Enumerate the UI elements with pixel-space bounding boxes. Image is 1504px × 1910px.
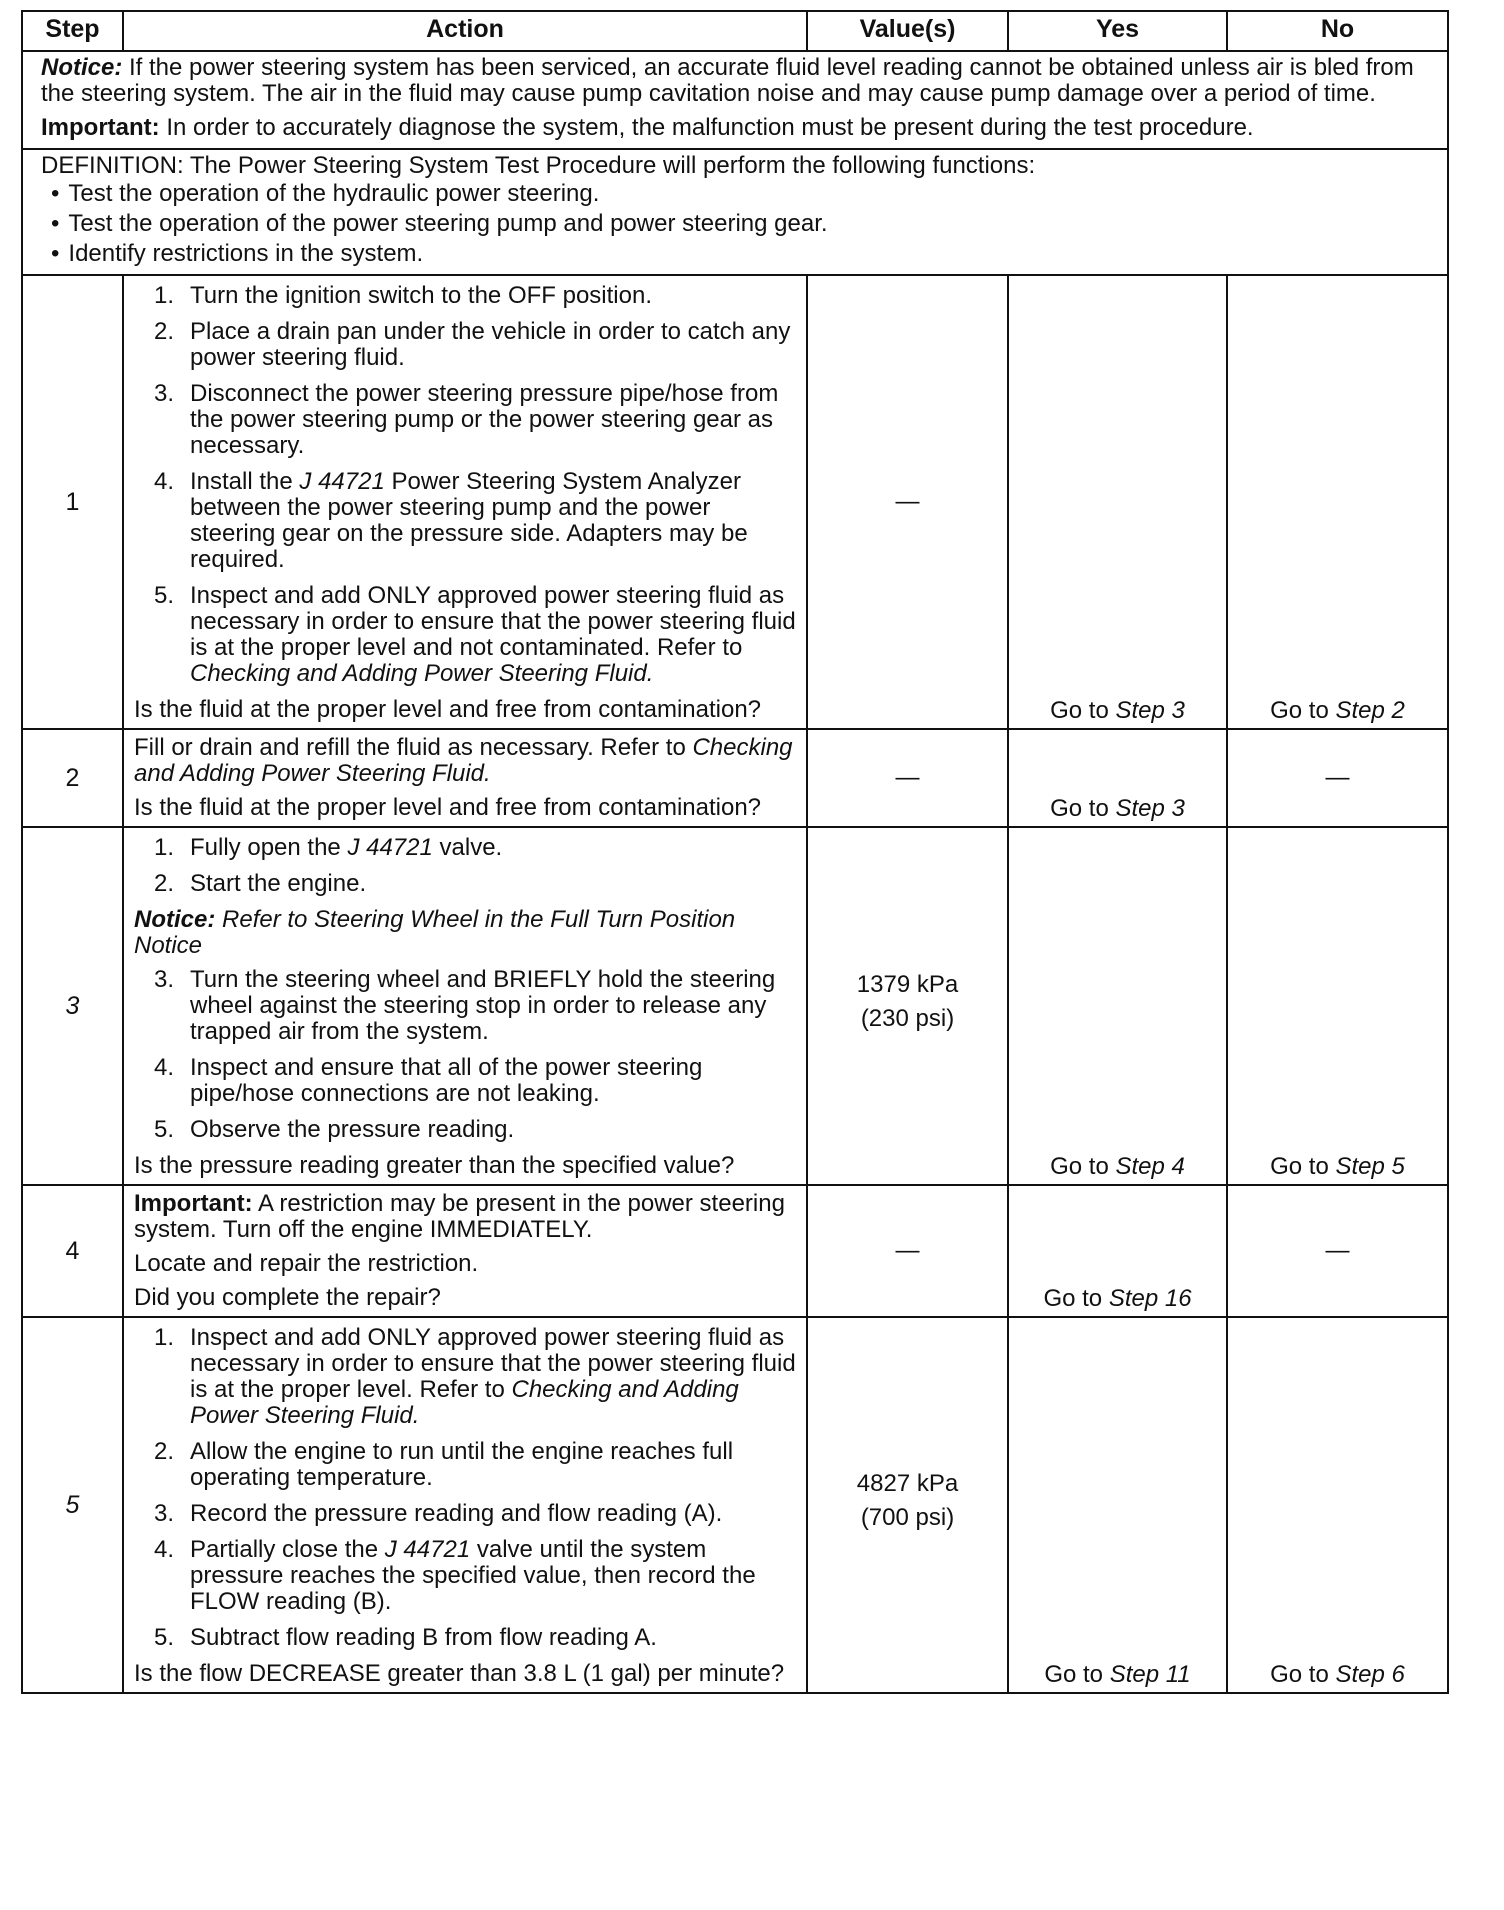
- header-row: [22, 11, 1448, 51]
- no-step-link: Step 2: [1335, 697, 1405, 724]
- item-number: 1.: [154, 282, 175, 309]
- item-text: Place a drain pan under the vehicle in order to catch any power steering fluid.: [190, 318, 791, 371]
- step-number: 3: [22, 827, 123, 1185]
- yes-step-link: Step 4: [1115, 1153, 1185, 1180]
- item-text: Fully open the: [190, 834, 348, 861]
- action-cell: [123, 1185, 807, 1317]
- no-cell: [1227, 1185, 1448, 1317]
- procedure-reference: Checking and Adding Power Steering Fluid.: [134, 734, 793, 787]
- action-cell: [123, 1317, 807, 1693]
- yes-cell: [1008, 827, 1227, 1185]
- yes-text: Go to: [1043, 1285, 1109, 1312]
- notice-text: Refer to Steering Wheel in the Full Turn Position Notice: [134, 906, 736, 959]
- step-question: Is the fluid at the proper level and free from contamination?: [134, 696, 762, 723]
- action-item: [134, 1325, 796, 1429]
- item-number: 3.: [154, 1500, 175, 1527]
- step-number: 5: [22, 1317, 123, 1693]
- diagnostic-table: [21, 10, 1449, 1694]
- action-list: [134, 967, 796, 1143]
- value-kpa: 4827 kPa: [856, 1470, 959, 1497]
- step-question: Is the flow DECREASE greater than 3.8 L (1 gal) per minute?: [134, 1660, 785, 1687]
- yes-text: Go to: [1050, 1153, 1116, 1180]
- yes-text: Go to: [1050, 795, 1116, 822]
- item-text: Turn the steering wheel and BRIEFLY hold the steering wheel against the steering stop in order to release any trapped air from the system.: [190, 966, 776, 1045]
- definition-row: [22, 149, 1448, 275]
- action-paragraph: Locate and repair the restriction.: [134, 1250, 479, 1277]
- yes-cell: [1008, 729, 1227, 827]
- value-dash: —: [895, 1237, 920, 1264]
- step-row-3: [22, 827, 1448, 1185]
- item-text: valve.: [432, 834, 503, 861]
- no-text: Go to: [1270, 1153, 1336, 1180]
- item-number: 2.: [154, 318, 175, 345]
- header-no: No: [1227, 11, 1448, 51]
- item-text: Inspect and ensure that all of the power steering pipe/hose connections are not leaking.: [190, 1054, 703, 1107]
- item-number: 5.: [154, 582, 175, 609]
- action-item: [134, 871, 796, 897]
- item-text: Record the pressure reading and flow reading (A).: [190, 1500, 723, 1527]
- step-row-1: [22, 275, 1448, 729]
- item-number: 1.: [154, 834, 175, 861]
- header-action: Action: [123, 11, 807, 51]
- action-item: [134, 319, 796, 371]
- notice-label: Notice:: [41, 54, 123, 81]
- action-paragraph: [134, 735, 796, 787]
- value-cell: [807, 1185, 1008, 1317]
- action-item: [134, 1439, 796, 1491]
- tool-reference: J 44721: [384, 1536, 471, 1563]
- item-text: Fill or drain and refill the fluid as necessary. Refer to: [134, 734, 693, 761]
- value-kpa: 1379 kPa: [856, 971, 959, 998]
- item-text: Allow the engine to run until the engine reaches full operating temperature.: [190, 1438, 734, 1491]
- item-text: Install the: [190, 468, 300, 495]
- item-text: Turn the ignition switch to the OFF position.: [190, 282, 652, 309]
- item-number: 5.: [154, 1624, 175, 1651]
- yes-text: Go to: [1050, 697, 1116, 724]
- definition-bullet: • Test the operation of the hydraulic power steering.: [67, 181, 1429, 207]
- procedure-reference: Checking and Adding Power Steering Fluid.: [190, 660, 654, 687]
- action-item: [134, 1625, 796, 1651]
- action-item: [134, 381, 796, 459]
- action-item: [134, 1055, 796, 1107]
- action-item: [134, 1501, 796, 1527]
- item-number: 1.: [154, 1324, 175, 1351]
- value-psi: (230 psi): [860, 1005, 955, 1032]
- notice-text: If the power steering system has been serviced, an accurate fluid level reading cannot be obtained unless air is bled from the steering system. The air in the fluid may cause pump cavitation noise and may cause pump damage over a period of time.: [41, 54, 1414, 107]
- step-question: Is the pressure reading greater than the specified value?: [134, 1152, 735, 1179]
- item-number: 4.: [154, 1536, 175, 1563]
- important-text: In order to accurately diagnose the system, the malfunction must be present during the test procedure.: [159, 114, 1254, 141]
- no-step-link: Step 5: [1335, 1153, 1405, 1180]
- yes-text: Go to: [1044, 1661, 1110, 1688]
- no-text: Go to: [1270, 697, 1336, 724]
- yes-cell: [1008, 1317, 1227, 1693]
- step-question: Is the fluid at the proper level and free from contamination?: [134, 794, 762, 821]
- item-text: Start the engine.: [190, 870, 367, 897]
- definition-bullet: • Test the operation of the power steering pump and power steering gear.: [67, 211, 1429, 237]
- header-step: Step: [22, 11, 123, 51]
- item-text: Inspect and add ONLY approved power steering fluid as necessary in order to ensure that the power steering fluid is at the proper level. Refer to: [190, 1324, 796, 1403]
- yes-step-link: Step 11: [1109, 1661, 1191, 1688]
- item-number: 3.: [154, 966, 175, 993]
- item-text: valve until the system pressure reaches the specified value, then record the FLOW reading (B).: [190, 1536, 756, 1615]
- header-values: Value(s): [807, 11, 1008, 51]
- action-cell: [123, 275, 807, 729]
- step-question: Did you complete the repair?: [134, 1284, 441, 1311]
- important-paragraph: [41, 115, 1429, 141]
- yes-step-link: Step 3: [1115, 795, 1185, 822]
- item-text: Partially close the: [190, 1536, 385, 1563]
- action-item: [134, 283, 796, 309]
- step-number: 4: [22, 1185, 123, 1317]
- action-item: [134, 1117, 796, 1143]
- action-item: [134, 583, 796, 687]
- header-yes: Yes: [1008, 11, 1227, 51]
- tool-reference: J 44721: [299, 468, 385, 495]
- item-number: 4.: [154, 1054, 175, 1081]
- action-cell: [123, 827, 807, 1185]
- yes-step-link: Step 3: [1115, 697, 1185, 724]
- no-dash: —: [1325, 764, 1350, 791]
- no-cell: [1227, 827, 1448, 1185]
- value-cell: [807, 729, 1008, 827]
- no-cell: [1227, 1317, 1448, 1693]
- item-number: 4.: [154, 468, 175, 495]
- step-important: [134, 1191, 796, 1243]
- action-item: [134, 469, 796, 573]
- step-notice: [134, 907, 796, 959]
- action-item: [134, 967, 796, 1045]
- yes-cell: [1008, 1185, 1227, 1317]
- yes-step-link: Step 16: [1108, 1285, 1192, 1312]
- important-label: Important:: [134, 1190, 253, 1217]
- action-item: [134, 1537, 796, 1615]
- value-psi: (700 psi): [860, 1504, 955, 1531]
- value-cell: [807, 827, 1008, 1185]
- item-number: 5.: [154, 1116, 175, 1143]
- item-text: Power Steering System Analyzer between the power steering pump and the power steering gear on the pressure side. Adapters may be required.: [190, 468, 748, 573]
- value-cell: [807, 1317, 1008, 1693]
- step-row-2: [22, 729, 1448, 827]
- notice-cell: [22, 51, 1448, 149]
- definition-list: [41, 181, 1429, 267]
- important-text: A restriction may be present in the power steering system. Turn off the engine IMMEDIATELY.: [134, 1190, 785, 1243]
- action-list: [134, 283, 796, 687]
- procedure-reference: Checking and Adding Power Steering Fluid.: [190, 1376, 739, 1429]
- important-label: Important:: [41, 114, 160, 141]
- item-text: Inspect and add ONLY approved power steering fluid as necessary in order to ensure that the power steering fluid is at the proper level and not contaminated. Refer to: [190, 582, 796, 661]
- item-text: Observe the pressure reading.: [190, 1116, 515, 1143]
- step-row-4: [22, 1185, 1448, 1317]
- value-dash: —: [895, 764, 920, 791]
- value-dash: —: [895, 488, 920, 515]
- action-item: [134, 835, 796, 861]
- step-number: 2: [22, 729, 123, 827]
- tool-reference: J 44721: [347, 834, 433, 861]
- definition-intro: DEFINITION: The Power Steering System Test Procedure will perform the following functions:: [41, 152, 1036, 179]
- notice-row: [22, 51, 1448, 149]
- step-row-5: [22, 1317, 1448, 1693]
- item-text: Subtract flow reading B from flow reading A.: [190, 1624, 657, 1651]
- item-number: 3.: [154, 380, 175, 407]
- no-cell: [1227, 275, 1448, 729]
- no-cell: [1227, 729, 1448, 827]
- action-list: [134, 835, 796, 897]
- definition-cell: [22, 149, 1448, 275]
- action-list: [134, 1325, 796, 1651]
- notice-label: Notice:: [134, 906, 216, 933]
- action-cell: [123, 729, 807, 827]
- item-number: 2.: [154, 1438, 175, 1465]
- step-number: 1: [22, 275, 123, 729]
- value-cell: [807, 275, 1008, 729]
- notice-paragraph: [41, 55, 1429, 107]
- no-text: Go to: [1270, 1661, 1336, 1688]
- item-text: Disconnect the power steering pressure pipe/hose from the power steering pump or the power steering gear as necessary.: [190, 380, 779, 459]
- yes-cell: [1008, 275, 1227, 729]
- no-step-link: Step 6: [1335, 1661, 1405, 1688]
- definition-bullet: • Identify restrictions in the system.: [67, 241, 1429, 267]
- item-number: 2.: [154, 870, 175, 897]
- no-dash: —: [1325, 1237, 1350, 1264]
